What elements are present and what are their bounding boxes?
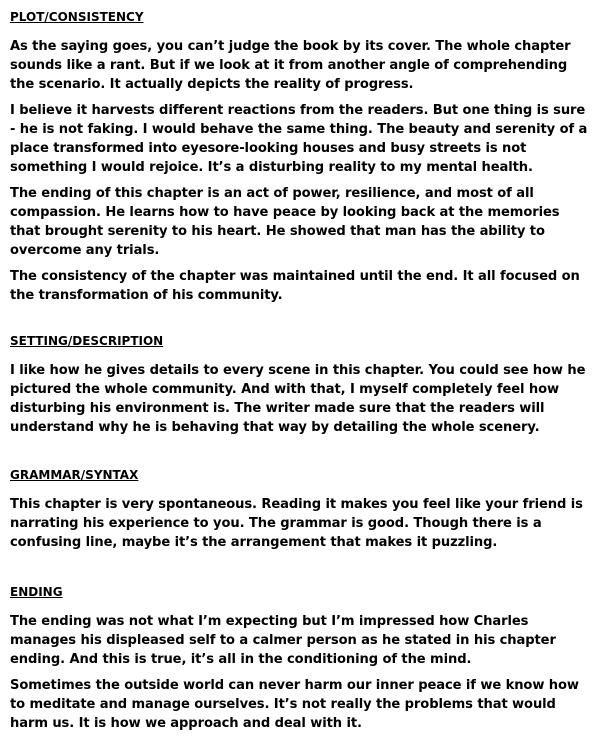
section-plot-consistency bbox=[10, 9, 590, 305]
paragraph: I like how he gives details to every scene in this chapter. You could see how he pictured the whole community. And with that, I myself completely feel how disturbing his environment is. The writer made sure that the readers will understand why he is behaving that way by detailing the whole scenery. bbox=[10, 363, 586, 435]
section-heading: ENDING bbox=[10, 585, 63, 599]
paragraph: Sometimes the outside world can never harm our inner peace if we know how to meditate and manage ourselves. It’s not really the problems that would harm us. It is how we approach and deal with it. bbox=[10, 678, 579, 731]
section-ending bbox=[10, 584, 590, 733]
paragraph: The consistency of the chapter was maintained until the end. It all focused on the transformation of his community. bbox=[10, 269, 580, 303]
section-heading: SETTING/DESCRIPTION bbox=[10, 334, 164, 348]
section-heading: GRAMMAR/SYNTAX bbox=[10, 468, 139, 482]
paragraph: As the saying goes, you can’t judge the book by its cover. The whole chapter sounds like a rant. But if we look at it from another angle of comprehending the scenario. It actually depicts the reality of progress. bbox=[10, 39, 571, 92]
paragraph: This chapter is very spontaneous. Reading it makes you feel like your friend is narrating his experience to you. The grammar is good. Though there is a confusing line, maybe it’s the arrangement that makes it puzzling. bbox=[10, 497, 583, 550]
paragraph: I believe it harvests different reactions from the readers. But one thing is sure - he is not faking. I would behave the same thing. The beauty and serenity of a place transformed into eyesore-looking houses and busy streets is not something I would rejoice. It’s a disturbing reality to my mental health. bbox=[10, 103, 588, 175]
paragraph: The ending of this chapter is an act of power, resilience, and most of all compassion. He learns how to have peace by looking back at the memories that brought serenity to his heart. He showed that man has the ability to overcome any trials. bbox=[10, 186, 560, 258]
section-heading: PLOT/CONSISTENCY bbox=[10, 10, 144, 24]
section-setting-description bbox=[10, 333, 590, 437]
section-grammar-syntax bbox=[10, 467, 590, 552]
paragraph: The ending was not what I’m expecting but I’m impressed how Charles manages his displeased self to a calmer person as he stated in his chapter ending. And this is true, it’s all in the conditioning of the mind. bbox=[10, 614, 556, 667]
